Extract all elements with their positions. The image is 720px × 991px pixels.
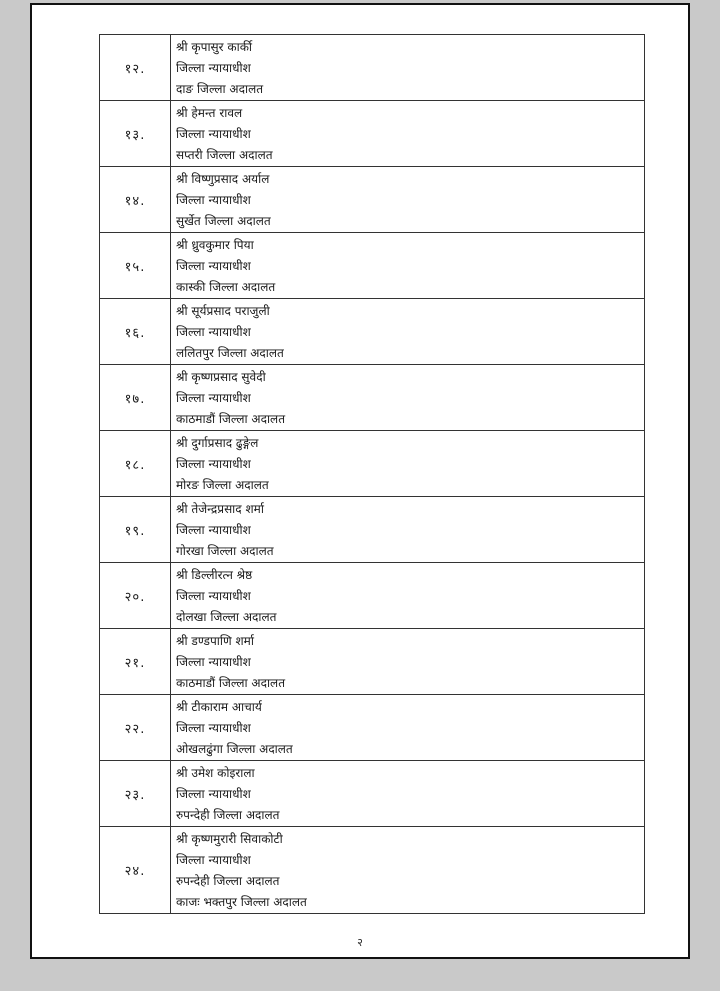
serial-number: १८. — [100, 431, 171, 497]
judge-designation: जिल्ला न्यायाधीश — [176, 589, 251, 603]
table-row — [100, 695, 645, 761]
judge-designation: जिल्ला न्यायाधीश — [176, 787, 251, 801]
judge-details — [171, 629, 645, 695]
serial-number: १३. — [100, 101, 171, 167]
table-row — [100, 761, 645, 827]
table-row — [100, 35, 645, 101]
court-name: ललितपुर जिल्ला अदालत — [176, 346, 284, 360]
table-row — [100, 497, 645, 563]
table-row — [100, 629, 645, 695]
judge-details — [171, 299, 645, 365]
judge-name: श्री सूर्यप्रसाद पराजुली — [176, 304, 270, 318]
table-row — [100, 299, 645, 365]
judge-details — [171, 233, 645, 299]
serial-number: २०. — [100, 563, 171, 629]
table-row — [100, 167, 645, 233]
court-name: दाङ जिल्ला अदालत — [176, 82, 264, 96]
judge-designation: जिल्ला न्यायाधीश — [176, 259, 251, 273]
page-number: २ — [357, 936, 363, 949]
court-name: ओखलढुंगा जिल्ला अदालत — [176, 742, 293, 756]
judge-designation: जिल्ला न्यायाधीश — [176, 391, 251, 405]
serial-number: २१. — [100, 629, 171, 695]
judge-designation: जिल्ला न्यायाधीश — [176, 61, 251, 75]
judge-details — [171, 497, 645, 563]
table-row — [100, 827, 645, 914]
judge-name: श्री टीकाराम आचार्य — [176, 700, 262, 714]
judge-details — [171, 695, 645, 761]
judge-details — [171, 431, 645, 497]
court-name: कास्की जिल्ला अदालत — [176, 280, 276, 294]
serial-number: १६. — [100, 299, 171, 365]
judge-name: श्री उमेश कोइराला — [176, 766, 255, 780]
table-row — [100, 563, 645, 629]
court-name: दोलखा जिल्ला अदालत — [176, 610, 277, 624]
court-name: सुर्खेत जिल्ला अदालत — [176, 214, 271, 228]
table-row — [100, 101, 645, 167]
court-name: मोरङ जिल्ला अदालत — [176, 478, 269, 492]
document-page — [30, 3, 690, 959]
judge-details — [171, 167, 645, 233]
judge-name: श्री डण्डपाणि शर्मा — [176, 634, 254, 648]
judge-designation: जिल्ला न्यायाधीश — [176, 457, 251, 471]
judge-name: श्री कृपासुर कार्की — [176, 40, 253, 54]
judge-details — [171, 35, 645, 101]
serial-number: १९. — [100, 497, 171, 563]
judges-table — [99, 34, 645, 914]
judge-designation: जिल्ला न्यायाधीश — [176, 655, 251, 669]
judge-name: श्री तेजेन्द्रप्रसाद शर्मा — [176, 502, 264, 516]
judge-designation: जिल्ला न्यायाधीश — [176, 325, 251, 339]
judge-name: श्री कृष्णमुरारी सिवाकोटी — [176, 832, 283, 846]
table-row — [100, 365, 645, 431]
court-name: सप्तरी जिल्ला अदालत — [176, 148, 273, 162]
judge-designation: जिल्ला न्यायाधीश — [176, 523, 251, 537]
judge-details — [171, 761, 645, 827]
judge-name: श्री कृष्णप्रसाद सुवेदी — [176, 370, 266, 384]
serial-number: २३. — [100, 761, 171, 827]
judge-name: श्री विष्णुप्रसाद अर्याल — [176, 172, 270, 186]
serial-number: १५. — [100, 233, 171, 299]
judge-details — [171, 563, 645, 629]
judge-designation: जिल्ला न्यायाधीश — [176, 193, 251, 207]
court-name: गोरखा जिल्ला अदालत — [176, 544, 274, 558]
court-name: रुपन्देही जिल्ला अदालत — [176, 808, 280, 822]
judge-name: श्री डिल्लीरत्न श्रेष्ठ — [176, 568, 253, 582]
court-name: काठमाडौं जिल्ला अदालत — [176, 412, 286, 426]
judges-table-body — [100, 35, 645, 914]
serial-number: १७. — [100, 365, 171, 431]
judge-name: श्री दुर्गाप्रसाद ढुङ्गेल — [176, 436, 259, 450]
serial-number: १४. — [100, 167, 171, 233]
judge-details — [171, 365, 645, 431]
judge-designation: जिल्ला न्यायाधीश — [176, 127, 251, 141]
judge-name: श्री ध्रुवकुमार पिया — [176, 238, 254, 252]
serial-number: २२. — [100, 695, 171, 761]
court-name: काजः भक्तपुर जिल्ला अदालत — [176, 895, 307, 909]
serial-number: १२. — [100, 35, 171, 101]
court-name: काठमाडौं जिल्ला अदालत — [176, 676, 286, 690]
table-row — [100, 431, 645, 497]
judge-details — [171, 827, 645, 914]
judge-designation: जिल्ला न्यायाधीश — [176, 853, 251, 867]
judge-designation: जिल्ला न्यायाधीश — [176, 721, 251, 735]
table-row — [100, 233, 645, 299]
judge-details — [171, 101, 645, 167]
serial-number: २४. — [100, 827, 171, 914]
court-name: रुपन्देही जिल्ला अदालत — [176, 874, 280, 888]
judge-name: श्री हेमन्त रावल — [176, 106, 243, 120]
